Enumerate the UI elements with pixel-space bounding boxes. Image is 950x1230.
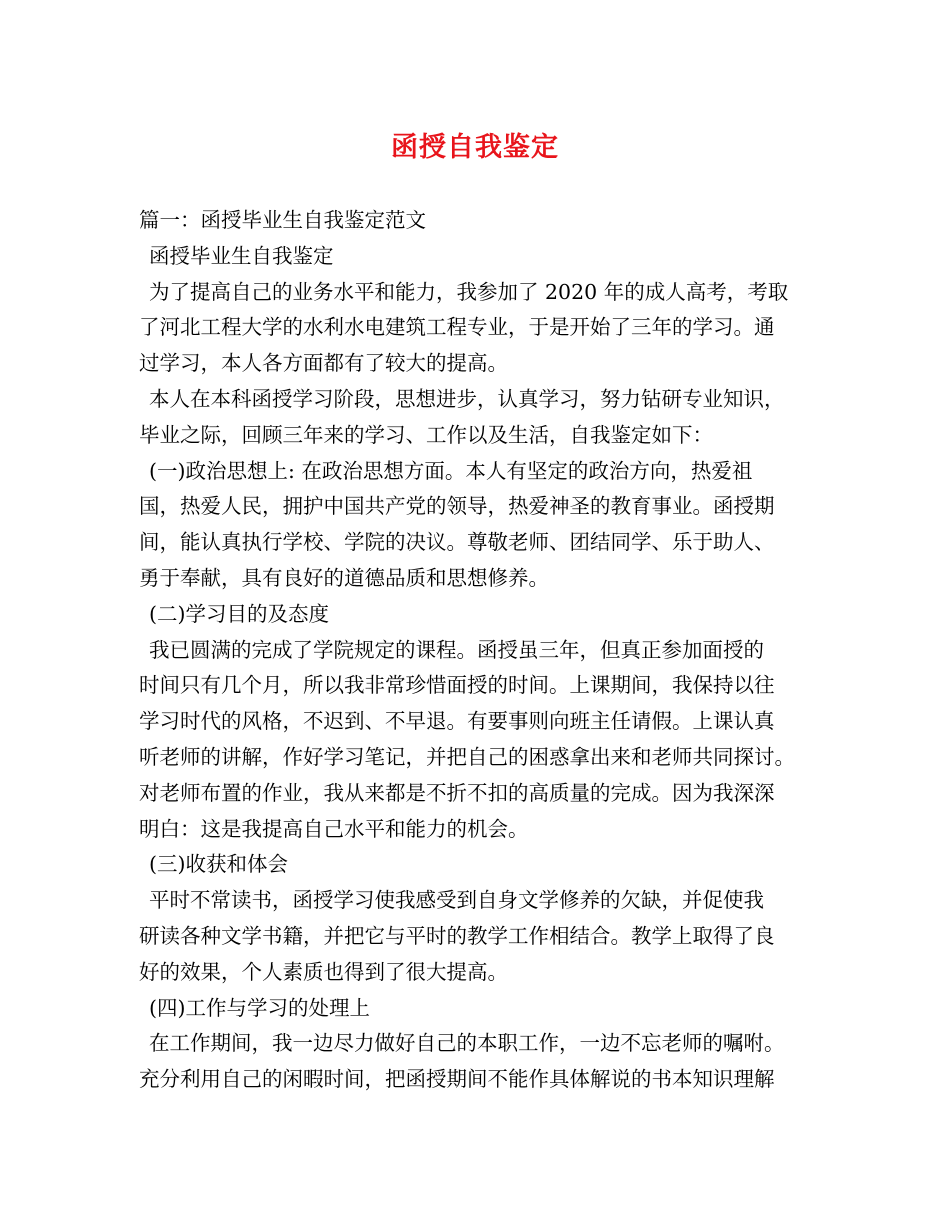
document-title: 函授自我鉴定: [391, 132, 559, 163]
paragraph-line: 为了提高自己的业务水平和能力，我参加了 2020 年的成人高考，考取: [149, 279, 789, 304]
document-body: [139, 203, 829, 1098]
paragraph-line: 充分利用自己的闲暇时间，把函授期间不能作具体解说的书本知识理解: [139, 1067, 775, 1092]
paragraph-line: 过学习，本人各方面都有了较大的提高。: [139, 351, 508, 376]
paragraph-line: 明白：这是我提高自己水平和能力的机会。: [139, 816, 529, 841]
paragraph-line: 勇于奉献，具有良好的道德品质和思想修养。: [139, 565, 549, 590]
paragraph-line: 国，热爱人民，拥护中国共产党的领导，热爱神圣的教育事业。函授期: [139, 494, 775, 519]
paragraph-line: 对老师布置的作业，我从来都是不折不扣的高质量的完成。因为我深深: [139, 780, 775, 805]
subheading-line: (四)工作与学习的处理上: [149, 995, 370, 1020]
paragraph-line: 间，能认真执行学校、学院的决议。尊敬老师、团结同学、乐于助人、: [139, 530, 775, 555]
paragraph-line: 了河北工程大学的水利水电建筑工程专业，于是开始了三年的学习。通: [139, 315, 775, 340]
paragraph-line: 学习时代的风格，不迟到、不早退。有要事则向班主任请假。上课认真: [139, 709, 775, 734]
paragraph-line: 毕业之际，回顾三年来的学习、工作以及生活，自我鉴定如下：: [139, 422, 713, 447]
subtitle-line: 函授毕业生自我鉴定: [149, 243, 334, 268]
paragraph-line: 平时不常读书，函授学习使我感受到自身文学修养的欠缺，并促使我: [149, 888, 764, 913]
subheading-line: (二)学习目的及态度: [149, 601, 329, 626]
paragraph-line: 听老师的讲解，作好学习笔记，并把自己的困惑拿出来和老师共同探讨。: [139, 744, 795, 769]
paragraph-line: 在工作期间，我一边尽力做好自己的本职工作，一边不忘老师的嘱咐。: [149, 1031, 785, 1056]
section-heading-line: 篇一：函授毕业生自我鉴定范文: [139, 208, 426, 232]
paragraph-line: 本人在本科函授学习阶段，思想进步，认真学习，努力钻研专业知识，: [149, 386, 785, 411]
paragraph-line: 我已圆满的完成了学院规定的课程。函授虽三年，但真正参加面授的: [149, 637, 764, 662]
paragraph-line: (一)政治思想上: 在政治思想方面。本人有坚定的政治方向，热爱祖: [149, 458, 753, 483]
paragraph-line: 好的效果，个人素质也得到了很大提高。: [139, 959, 508, 984]
paragraph-line: 研读各种文学书籍，并把它与平时的教学工作相结合。教学上取得了良: [139, 923, 775, 948]
paragraph-line: 时间只有几个月，所以我非常珍惜面授的时间。上课期间，我保持以往: [139, 673, 775, 698]
subheading-line: (三)收获和体会: [149, 852, 288, 877]
